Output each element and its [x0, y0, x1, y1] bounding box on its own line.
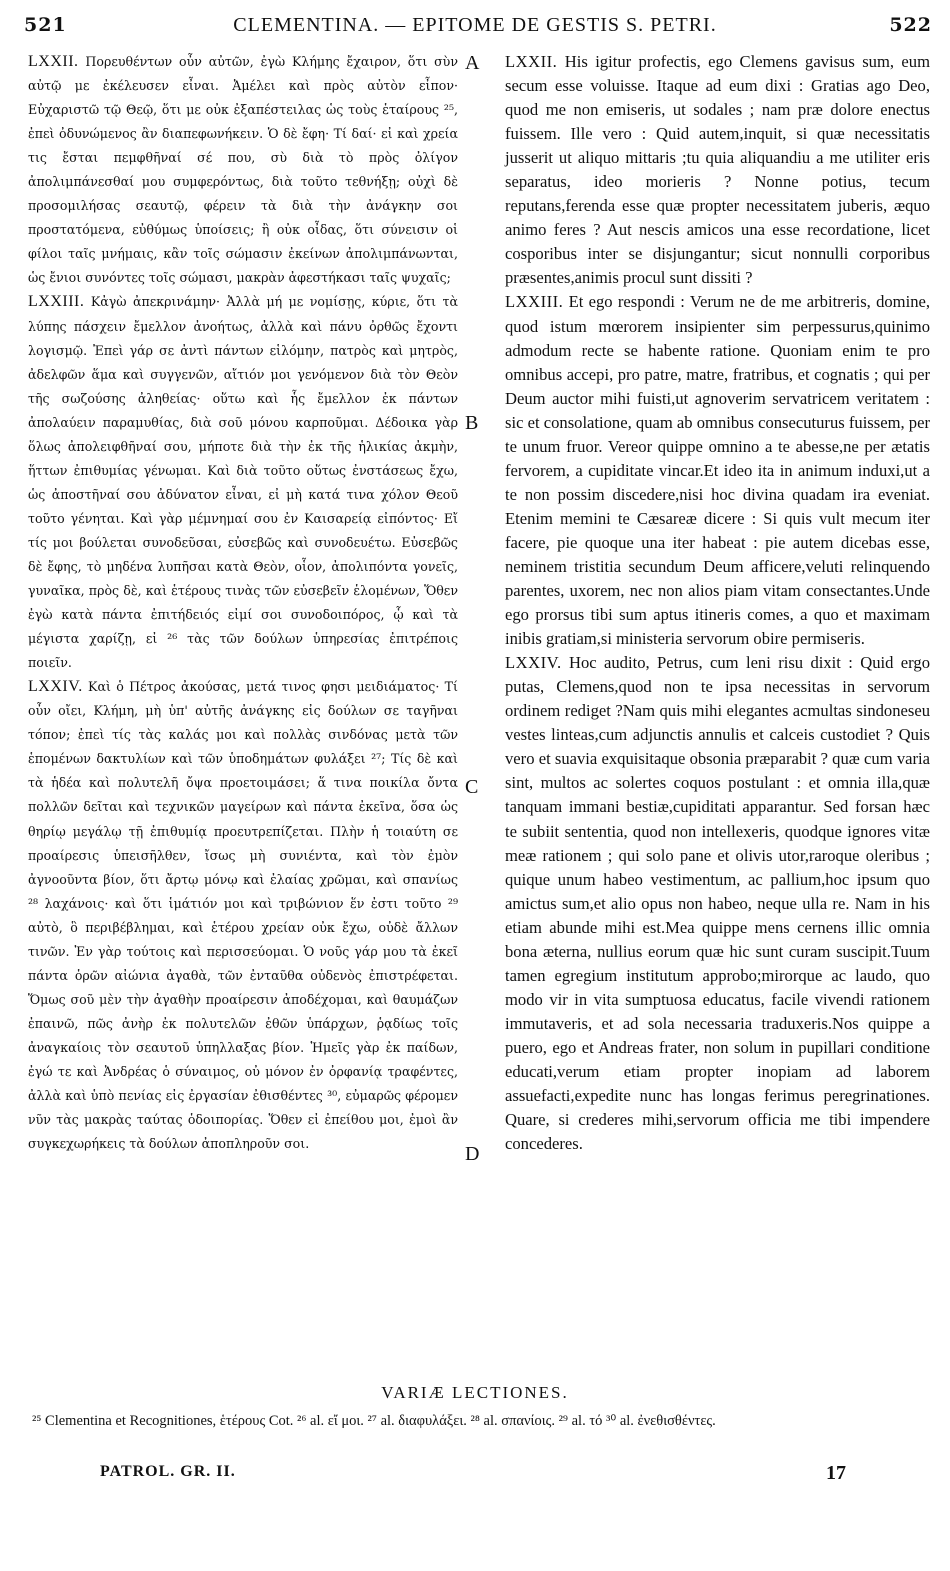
greek-paragraph [28, 675, 458, 1156]
greek-paragraph [28, 50, 458, 290]
footer-signature: 17 [826, 1462, 846, 1484]
page-number-right: 522 [889, 14, 932, 36]
chapter-number: LXXIII. [28, 293, 85, 311]
greek-paragraph [28, 290, 458, 675]
latin-paragraph [505, 50, 930, 290]
margin-letter-d: D [465, 1143, 480, 1165]
greek-text: Κἀγὼ ἀπεκρινάμην· Ἀλλὰ μή με νομίσῃς, κύριε, ὅτι τὰ λύπης πάσχειν ἔμελλον ἀνοήτως, ἀλλὰ καὶ πάνυ ὀρθῶς ἔχοντι λογισμῷ. Ἐπεὶ γάρ σε ἀντὶ πάντων εἱλόμην, πατρὸς καὶ μητρὸς, ἀδελφῶν ἅμα καὶ συγγενῶν, αἴτιόν μοι γενόμενον διὰ τὸν Θεὸν τῆς σωζούσης ἀληθείας· οὕτω καὶ ἧς ἔμελλον ἐκ πάντων ἀπολαύειν παραμυθίας, διὰ σοῦ μόνου καρποῦμαι. Δέδοικα γὰρ ὅλως ἀπολειφθῆναί σου, μήποτε διὰ τὴν ἐκ τῆς ἡλικίας ἀκμὴν, ἥττων ἐπιθυμίας γένωμαι. Καὶ διὰ τοῦτο οὕτως ἐνστάσεως ἔχω, ὡς ἀποστῆναί σου ἀδύνατον εἶναι, εἰ μὴ κατά τινα χόλον Θεοῦ τοῦτο γένηται. Καὶ γὰρ μέμνημαί σου ἐν Καισαρείᾳ εἰπόντος· Εἴ τίς μοι βούλεται συνοδεῦσαι, εὐσεβῶς καὶ συνοδευέτω. Εὐσεβῶς δὲ ἔφης, τὸ μηδένα λυπῆσαι κατὰ Θεὸν, οἷον, ἀπολιπόντα γονεῖς, γυναῖκα, πρὸς δὲ, καὶ ἑτέρους τινὰς τῶν εὐσεβεῖν ἑλομένων, Ὅθεν ἐγὼ κατὰ πάντα ἐπιτήδειός εἰμί σοι συνοδοιπόρος, ᾧ καὶ τὰ μέγιστα χαρίζῃ, εἰ ²⁶ τὰς τῶν δούλων ὑπηρεσίας ἐπιτρέποις ποιεῖν. [28, 294, 458, 671]
chapter-number: LXXIV. [28, 678, 83, 696]
greek-text: Καὶ ὁ Πέτρος ἀκούσας, μετά τινος φησι μειδιάματος· Τί οὖν οἴει, Κλήμη, μὴ ὑπ' αὐτῆς ἀνάγκης εἰς δούλων σε ταγῆναι τόπον; ἐπεὶ τίς τὰς καλάς μοι καὶ πολλὰς σινδόνας μετὰ τῶν ἑπομένων δακτυλίων καὶ τῶν ὑποδημάτων φυλάξει ²⁷; Τίς δὲ καὶ τὰ ἡδέα καὶ πολυτελῆ ὄψα προετοιμάσει; ἅ τινα ποικίλα ὄντα πολλῶν δεῖται καὶ τεχνικῶν μαγείρων καὶ πάντα ἐκεῖνα, ὅσα ὡς θηρίῳ μεγάλῳ τῇ ἐπιθυμίᾳ προευτρεπίζεται. Πλὴν ἡ τοιαύτη σε προαίρεσις ὑπεισῆλθεν, ἴσως μὴ συνιέντα, καὶ τὸν ἐμὸν ἀγνοοῦντα βίον, ὅτι ἄρτῳ μόνῳ καὶ ἐλαίας χρῶμαι, καὶ σπανίως ²⁸ λαχάνοις· καὶ ὅτι ἱμάτιόν μοι καὶ τριβώνιον ἕν ἐστι τοῦτο ²⁹ αὐτὸ, ὃ περιβέβλημαι, καὶ ἑτέρου χρείαν οὐκ ἔχω, οὐδὲ ἄλλων τινῶν. Ἐν γὰρ τούτοις καὶ περισσεύομαι. Ὁ νοῦς γάρ μου τὰ ἐκεῖ πάντα ὁρῶν αἰώνια ἀγαθὰ, τῶν ἐνταῦθα οὐδενὸς ἐπιστρέφεται. Ὅμως σοῦ μὲν τὴν ἀγαθὴν προαίρεσιν ἀποδέχομαι, καὶ θαυμάζων ἐπαινῶ, πῶς ἀνὴρ ἐκ πολυτελῶν ἐθῶν ὑπάρχων, ῥᾳδίως τοῖς ἀναγκαίοις τὸν σεαυτοῦ ὑπηλλαξας βίον. Ἡμεῖς γὰρ ἐκ παίδων, ἐγώ τε καὶ Ἀνδρέας ὁ σύναιμος, οὐ μόνον ἐν ὀρφανίᾳ τραφέντες, ἀλλὰ καὶ ὑπὸ πενίας εἰς ἐργασίαν ἐθισθέντες ³⁰, εὐμαρῶς φέρομεν νῦν τὰς μακρὰς ταύτας ὁδοιπορίας. Ὅθεν εἰ ἐπείθου μοι, ἐμοὶ ἂν συγκεχωρήκεις τὰ δούλων ἀποπληροῦν σοι. [28, 679, 458, 1152]
latin-text: His igitur profectis, ego Clemens gavisus sum, eum secum esse voluisse. Itaque ad eum dixi : Gratias ago Deo, quod me non emiseris, ut sodales ; nam præ dolore enectus fuissem. Ille vero : Quid autem,inquit, si quæ necessitatis jusserit ut aliquo mittaris ;tu quia aliquandiu a me utiliter eris separatus, ideo morieris ? Nonne potius, tecum reputans,ferenda esse quæ propter necessitatem juberis, æquo animo feres ? Aut nescis amicos una esse recordatione, licet cosporibus inter se disjungantur; sicut nonnulli corporibus præsentes,animis procul sunt dissiti ? [505, 52, 930, 288]
running-title: CLEMENTINA. — EPITOME DE GESTIS S. PETRI. [233, 14, 717, 36]
chapter-number: LXXIII. [505, 292, 564, 312]
greek-text: Πορευθέντων οὖν αὐτῶν, ἐγὼ Κλήμης ἔχαιρον, ὅτι σὺν αὐτῷ με ἐκέλευσεν εἶναι. Ἀμέλει καὶ πρὸς αὐτὸν εἶπον· Εὐχαριστῶ τῷ Θεῷ, ὅτι με οὐκ ἐξαπέστειλας ὡς τοὺς ἑταίρους ²⁵, ἐπεὶ ὀδυνώμενος ἂν διαπεφωνήκειν. Ὁ δὲ ἔφη· Τί δαί· εἰ καὶ χρεία τις ἔσται πεμφθῆναί σέ που, σὺ διὰ τὸ πρὸς ὀλίγον ἀπολιμπάνεσθαί μου συμφερόντως, διὰ τοῦτο τεθνήξῃ; οὐχὶ δὲ προσομιλήσας σεαυτῷ, φέρειν τὰ διὰ τὴν ἀνάγκην σοι προστατόμενα, εὐθύμως ὑποίσεις; ἢ οὐκ οἶδας, ὅτι σύνεισιν οἱ φίλοι ταῖς μνήμαις, κἂν τοῖς σώμασιν ἐκείνων ἀπολιμπάνωνται, ὡς ἔνιοι συνόντες τοῖς σώμασι, μακρὰν ἀφεστήκασι ταῖς ψυχαῖς; [28, 54, 458, 286]
latin-paragraph [505, 651, 930, 1156]
latin-text: Hoc audito, Petrus, cum leni risu dixit : Quid ergo putas, Clemens,quod non te ipsa necessitas in servorum ordinem rediget ?Nam quis mihi elegantes acmultas sindoneseu vestes linteas,cum adjunctis annulis et calceis custodiet ? Quis vero et suavia exquisitaque obsonia præparabit ? quæ cum varia sint, multos ac solertes coquos postulant : et omnia illa,quæ tanquam immani bestiæ,cupiditati apparantur. Sed forsan hæc te subiit sententia, quod non intellexeris, quodque ignores vitæ meæ rationem ; qui solo pane et olivis utor,raroque oleribus ; quique unum habeo vestimentum, ac pallium,hoc ipsum quo amictus sum,et alio opus non habeo, neque ulla re. Nam in his etiam abunde mihi est.Mea quippe mens cernens illic omnia bona æterna, nullius eorum quæ hic sunt curam suscipit.Tuum tamen egregium institutum approbo;mirorque ac laudo, quo modo vir in vita sumptuosa educatus, facile vivendi rationem immutaveris, et ad sola necessaria traduxeris.Nos quippe a puero, ego et Andreas frater, non solum in pupillari conditione educati,verum etiam propter inopiam ad laborem assuefacti,expedite nunc has longas ferimus peregrinationes. Quare, si crederes mihi,servorum officia me tibi impendere concederes. [505, 653, 930, 1154]
page-header [16, 14, 934, 44]
margin-letter-c: C [465, 776, 479, 798]
chapter-number: LXXII. [28, 53, 79, 70]
footer-volume: PATROL. GR. II. [100, 1463, 236, 1480]
greek-column [28, 50, 458, 1156]
latin-text: Et ego respondi : Verum ne de me arbitreris, domine, quod istum mœrorem insipienter sim perpessurus,quinimo admodum recte se habente ratione. Quoniam enim te pro omnibus accepi, pro patre, matre, fratribus, et cognatis ; qui per Deum auctor mihi fuisti,ut agnoverim servatricem veritatem : sic et consolatione, quam ab omnibus consecuturus fuissem, per te unum fruor. Vereor quippe omnino a te abesse,ne per ætatis fervorem, a cupiditate vincar.Et ideo ita in animum induxi,ut a te non possim discedere,nisi hoc divina quadam ira eveniat. Etenim memini te Cæsareæ dicere : Si quis vult mecum iter facere, pie quoque una iter habeat : pie autem dicebas esse, neminem tristitia secundum Deum afficere,veluti relinquendo parentes, uxorem, nec non alios piam vitam consectantes.Unde ego prorsus tibi sum aptus itineris comes, a quo et maximam inibis gratiam,si ministeria servorum obire permiseris. [505, 292, 931, 649]
margin-letter-b: B [465, 412, 479, 434]
page-number-left: 521 [24, 14, 67, 36]
latin-paragraph [505, 290, 930, 651]
variant-readings-notes: ²⁵ Clementina et Recognitiones, ἑτέρους Cot. ²⁶ al. εἴ μοι. ²⁷ al. διαφυλάξει. ²⁸ al. σπανίοις. ²⁹ al. τό ³⁰ al. ἐνεθισθέντες. [32, 1413, 716, 1429]
latin-column [505, 50, 930, 1156]
margin-letter-a: A [465, 52, 480, 74]
chapter-number: LXXII. [505, 52, 558, 71]
variae-lectiones-heading: VARIÆ LECTIONES. [381, 1383, 569, 1402]
chapter-number: LXXIV. [505, 653, 562, 673]
